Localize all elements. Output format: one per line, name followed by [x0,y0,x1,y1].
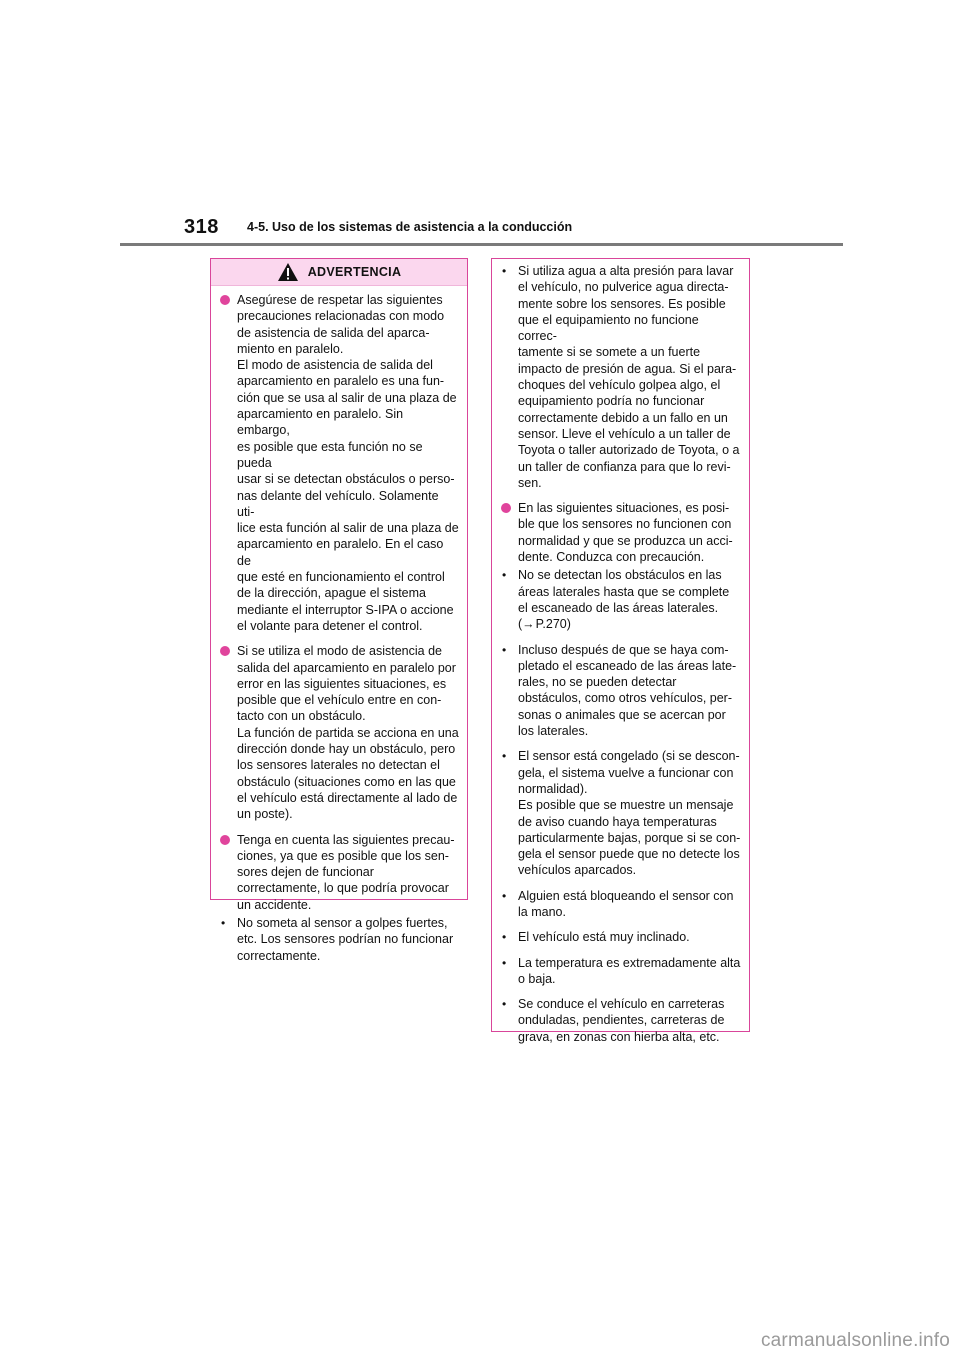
continuation-item: • No se detectan los obstáculos en las áreas laterales hasta que se complete el escaneado de las áreas laterales. (→P.270) [500,567,741,632]
section-title: 4-5. Uso de los sistemas de asistencia a la conducción [247,220,573,234]
continuation-item: • Incluso después de que se haya com- pletado el escaneado de las áreas late- rales, no se pueden detectar obstáculos, como otros vehículos, per- sonas o animales que se acercan por los laterales. [500,642,741,740]
warning-body [211,286,467,964]
continuation-item: En las siguientes situaciones, es posi- ble que los sensores no funcionen con normalidad y que se produzca un acci- dente. Conduzca con precaución. [500,500,741,565]
warning-item: • No someta al sensor a golpes fuertes, etc. Los sensores podrían no funcionar correctamente. [219,915,459,964]
continuation-item: • Si utiliza agua a alta presión para lavar el vehículo, no pulverice agua directa- mente sobre los sensores. Es posible que el equipamiento no funcione correc- tamente si se somete a un fuerte impacto de presión de agua. Si el para- choques del vehículo golpea algo, el equipamiento podría no funcionar correctamente debido a un fallo en un sensor. Lleve el vehículo a un taller de Toyota o taller autorizado de Toyota, o a un taller de confianza para que lo revi- sen. [500,263,741,491]
warning-box [210,258,468,963]
page-reference-link[interactable]: P.270 [535,617,567,632]
continuation-item: • El vehículo está muy inclinado. [500,929,741,945]
continuation-item: • Alguien está bloqueando el sensor con la mano. [500,888,741,921]
header-divider [120,243,843,246]
continuation-item: • Se conduce el vehículo en carreteras onduladas, pendientes, carreteras de grava, en zonas con hierba alta, etc. [500,996,741,1045]
warning-title: ADVERTENCIA [307,265,402,279]
warning-item: Asegúrese de respetar las siguientes precauciones relacionadas con modo de asistencia de salida del aparca- miento en paralelo. El modo de asistencia de salida del aparcamiento en paralelo es una fun- ción que se usa al salir de una plaza de aparcamiento en paralelo. Sin embargo, es posible que esta función no se pueda usar si se detectan obstáculos o perso- nas delante del vehículo. Solamente uti- lice esta función al salir de una plaza de aparcamiento en paralelo. En el caso de que esté en funcionamiento el control de la dirección, apague el sistema mediante el interruptor S-IPA o accione el volante para detener el control. [219,292,459,634]
warning-continuation-box [491,258,750,1044]
warning-item: Si se utiliza el modo de asistencia de salida del aparcamiento en paralelo por error en las siguientes situaciones, es posible que el vehículo entre en con- tacto con un obstáculo. La función de partida se acciona en una dirección donde hay un obstáculo, pero los sensores laterales no detectan el obstáculo (situaciones como en las que el vehículo está directamente al lado de un poste). [219,643,459,822]
warning-item: Tenga en cuenta las siguientes precau- ciones, ya que es posible que los sen- sores dejen de funcionar correctamente, lo que podría provocar un accidente. [219,832,459,913]
page-number: 318 [184,216,219,238]
continuation-item-text: No se detectan los obstáculos en las áreas laterales hasta que se complete el escaneado de las áreas laterales. [518,568,730,615]
continuation-item: • El sensor está congelado (si se descon- gela, el sistema vuelve a funcionar con normalidad). Es posible que se muestre un mensaje de aviso cuando haya temperaturas particularmente bajas, porque si se con- gela el sensor puede que no detecte los vehículos aparcados. [500,748,741,878]
arrow-right-icon: → [522,617,535,632]
watermark: carmanualsonline.info [760,1330,950,1351]
warning-triangle-icon [277,262,299,282]
warning-header [211,259,467,286]
continuation-item: • La temperatura es extremadamente alta o baja. [500,955,741,988]
